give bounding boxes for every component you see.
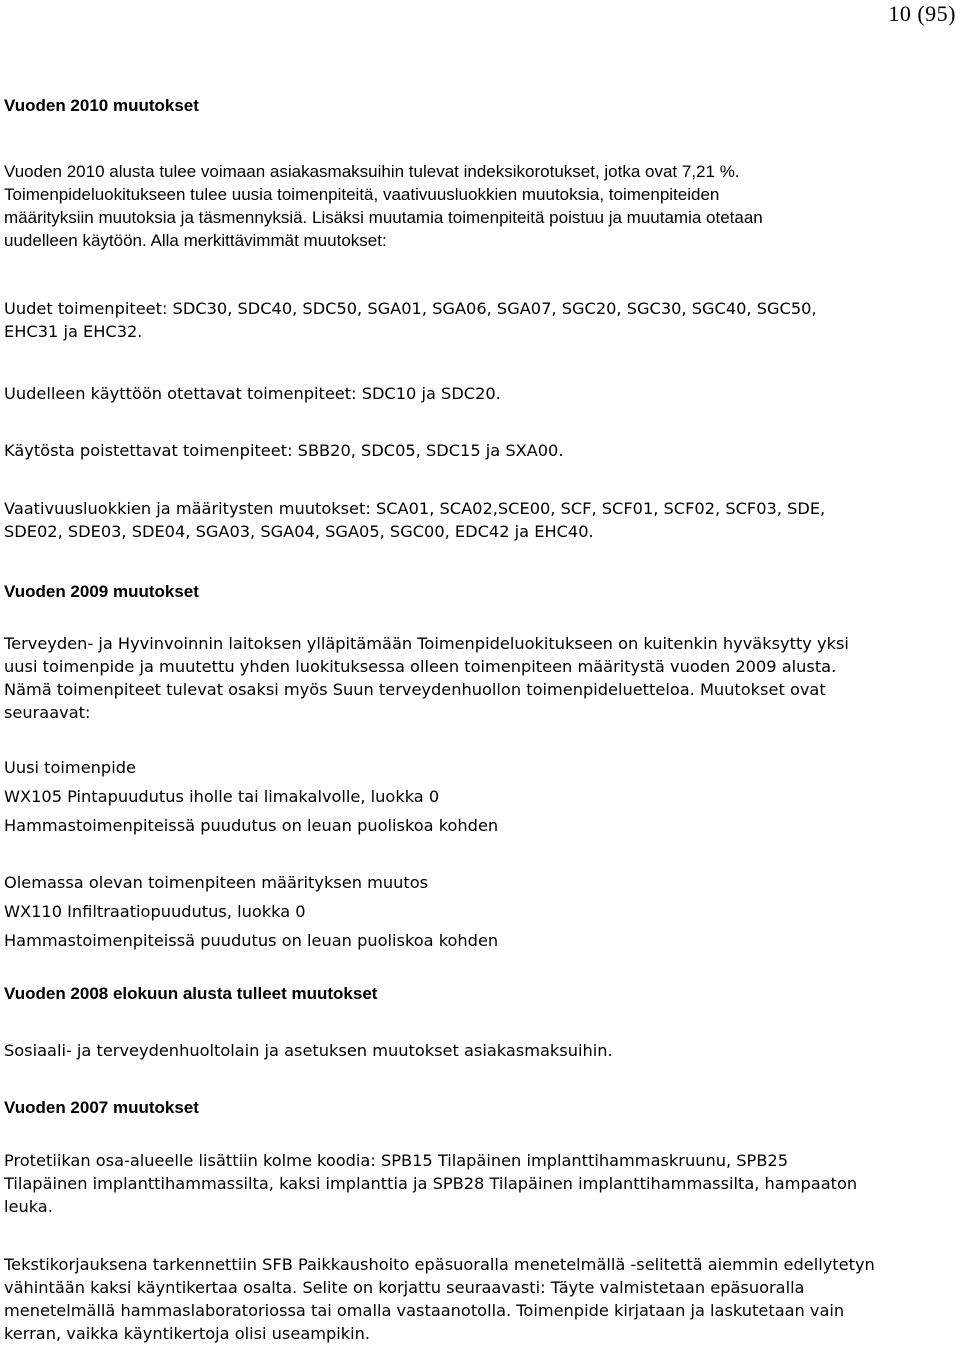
list-2009-changed-procedure (4, 868, 956, 955)
text-line: menetelmällä hammaslaboratoriossa tai omalla vastaanotolla. Toimenpide kirjataan ja laskutetaan vain (4, 1301, 845, 1320)
paragraph-2010-reuse: Uudelleen käyttöön otettavat toimenpiteet: SDC10 ja SDC20. (4, 384, 501, 403)
section-heading-2007: Vuoden 2007 muutokset (4, 1098, 199, 1117)
text-line: vähintään kaksi käyntikertaa osalta. Selite on korjattu seuraavasti: Täyte valmistetaan epäsuoralla (4, 1278, 805, 1297)
section-heading-2009: Vuoden 2009 muutokset (4, 582, 199, 601)
paragraph-2010-removed: Käytösta poistettavat toimenpiteet: SBB20, SDC05, SDC15 ja SXA00. (4, 441, 564, 460)
section-heading-2008: Vuoden 2008 elokuun alusta tulleet muutokset (4, 984, 378, 1003)
text-line: uudelleen käytöön. Alla merkittävimmät muutokset: (4, 231, 387, 250)
text-line: kerran, vaikka käyntikertoja olisi useampikin. (4, 1324, 371, 1343)
list-item: WX105 Pintapuudutus iholle tai limakalvolle, luokka 0 (4, 787, 440, 806)
paragraph-2010-changes (4, 497, 956, 543)
text-line: Vaativuusluokkien ja määritysten muutokset: SCA01, SCA02,SCE00, SCF, SCF01, SCF02, SCF03, SDE, (4, 499, 826, 518)
text-line: Toimenpideluokitukseen tulee uusia toimenpiteitä, vaativuusluokkien muutoksia, toimenpiteiden (4, 185, 720, 204)
paragraph-2008: Sosiaali- ja terveydenhuoltolain ja asetuksen muutokset asiakasmaksuihin. (4, 1041, 613, 1060)
text-line: Terveyden- ja Hyvinvoinnin laitoksen ylläpitämään Toimenpideluokitukseen on kuitenkin hyväksytty yksi (4, 634, 849, 653)
text-line: Protetiikan osa-alueelle lisättiin kolme koodia: SPB15 Tilapäinen implanttihammaskruunu, SPB25 (4, 1151, 789, 1170)
paragraph-2009-intro (4, 632, 956, 724)
text-line: uusi toimenpide ja muutettu yhden luokituksessa olleen toimenpiteen määritystä vuoden 2009 alusta. (4, 657, 837, 676)
list-item: Olemassa olevan toimenpiteen määrityksen muutos (4, 873, 429, 892)
text-line: Tekstikorjauksena tarkennettiin SFB Paikkaushoito epäsuoralla menetelmällä -selitettä aiemmin edellytetyn (4, 1255, 875, 1274)
section-heading-2010: Vuoden 2010 muutokset (4, 96, 199, 115)
text-line: SDE02, SDE03, SDE04, SGA03, SGA04, SGA05, SGC00, EDC42 ja EHC40. (4, 522, 594, 541)
text-line: leuka. (4, 1197, 53, 1216)
text-line: Uudet toimenpiteet: SDC30, SDC40, SDC50, SGA01, SGA06, SGA07, SGC20, SGC30, SGC40, SGC50, (4, 299, 817, 318)
paragraph-2007-prosthetics (4, 1149, 956, 1218)
list-item: Uusi toimenpide (4, 758, 136, 777)
list-item: Hammastoimenpiteissä puudutus on leuan puoliskoa kohden (4, 931, 499, 950)
paragraph-2007-correction (4, 1253, 956, 1345)
paragraph-2010-new (4, 297, 956, 343)
list-item: WX110 Infiltraatiopuudutus, luokka 0 (4, 902, 306, 921)
page-number: 10 (95) (888, 1, 956, 26)
text-line: Nämä toimenpiteet tulevat osaksi myös Suun terveydenhuollon toimenpideluetteloa. Muutokset ovat (4, 680, 826, 699)
text-line: määrityksiin muutoksia ja täsmennyksiä. Lisäksi muutamia toimenpiteitä poistuu ja muutamia otetaan (4, 208, 763, 227)
text-line: Tilapäinen implanttihammassilta, kaksi implanttia ja SPB28 Tilapäinen implanttihammassilta, hampaaton (4, 1174, 858, 1193)
paragraph-2010-intro (4, 160, 956, 252)
text-line: EHC31 ja EHC32. (4, 322, 143, 341)
list-item: Hammastoimenpiteissä puudutus on leuan puoliskoa kohden (4, 816, 499, 835)
list-2009-new-procedure (4, 753, 956, 840)
text-line: seuraavat: (4, 703, 91, 722)
text-line: Vuoden 2010 alusta tulee voimaan asiakasmaksuihin tulevat indeksikorotukset, jotka ovat 7,21 %. (4, 162, 740, 181)
